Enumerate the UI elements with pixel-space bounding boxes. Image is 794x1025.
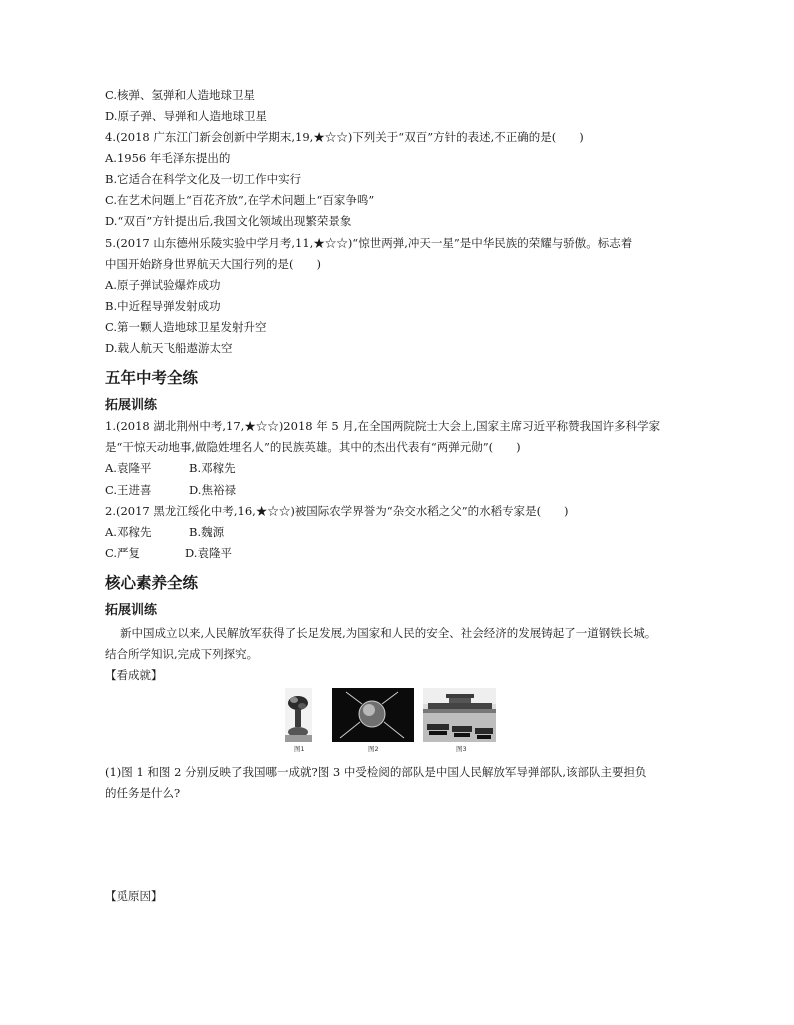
- tag-achievements: 【看成就】: [105, 668, 163, 682]
- question-1-text: (1)图 1 和图 2 分别反映了我国哪一成就?图 3 中受检阅的部队是中国人民解放军导弹部队,该部队主要担负: [105, 765, 647, 779]
- option-line: D.“双百”方针提出后,我国文化领域出现繁荣景象: [105, 214, 352, 228]
- section-subtitle: 拓展训练: [105, 603, 158, 618]
- option-line: C.第一颗人造地球卫星发射升空: [105, 320, 267, 334]
- question-4-stem: 4.(2018 广东江门新会创新中学期末,19,★☆☆)下列关于“双百”方针的表述,不正确的是( ): [105, 130, 584, 144]
- option-line: C.在艺术问题上“百花齐放”,在学术问题上“百家争鸣”: [105, 193, 375, 207]
- section-title-core-literacy: 核心素养全练: [105, 574, 199, 592]
- option-d: D.袁隆平: [185, 546, 232, 560]
- question-1-text-cont: 的任务是什么?: [105, 786, 181, 800]
- option-b: B.魏源: [189, 525, 225, 539]
- figure-1-mushroom-cloud: [285, 688, 312, 742]
- figure-3-parade: [423, 688, 496, 742]
- option-line: B.中近程导弹发射成功: [105, 299, 221, 313]
- section-title-five-year: 五年中考全练: [105, 369, 199, 387]
- question-1-stem: 1.(2018 湖北荆州中考,17,★☆☆)2018 年 5 月,在全国两院院士大会上,国家主席习近平称赞我国许多科学家: [105, 419, 661, 433]
- figure-2-caption: 图2: [368, 745, 379, 753]
- figure-2-satellite: [332, 688, 414, 742]
- intro-paragraph-cont: 结合所学知识,完成下列探究。: [105, 647, 259, 661]
- section-subtitle: 拓展训练: [105, 398, 158, 413]
- question-5-stem-cont: 中国开始跻身世界航天大国行列的是( ): [105, 257, 321, 271]
- option-a: A.袁隆平: [105, 461, 152, 475]
- question-2-stem: 2.(2017 黑龙江绥化中考,16,★☆☆)被国际农学界誉为“杂交水稻之父”的水稻专家是( ): [105, 504, 569, 518]
- tag-find-reasons: 【觅原因】: [105, 889, 163, 903]
- option-line: A.1956 年毛泽东提出的: [105, 151, 231, 165]
- option-line: A.原子弹试验爆炸成功: [105, 278, 221, 292]
- option-line: B.它适合在科学文化及一切工作中实行: [105, 172, 302, 186]
- option-d: D.焦裕禄: [189, 483, 236, 497]
- question-5-stem: 5.(2017 山东德州乐陵实验中学月考,11,★☆☆)“惊世两弹,冲天一星”是中华民族的荣耀与骄傲。标志着: [105, 236, 633, 250]
- question-1-stem-cont: 是“干惊天动地事,做隐姓埋名人”的民族英雄。其中的杰出代表有“两弹元勋”( ): [105, 440, 521, 454]
- option-line: D.原子弹、导弹和人造地球卫星: [105, 109, 267, 123]
- option-a: A.邓稼先: [105, 525, 152, 539]
- figure-1-caption: 图1: [294, 745, 305, 753]
- option-c: C.严复: [105, 546, 141, 560]
- option-line: C.核弹、氢弹和人造地球卫星: [105, 88, 256, 102]
- intro-paragraph: 新中国成立以来,人民解放军获得了长足发展,为国家和人民的安全、社会经济的发展铸起了一道钢铁长城。: [120, 626, 657, 640]
- option-line: D.载人航天飞船遨游太空: [105, 341, 233, 355]
- option-b: B.邓稼先: [189, 461, 236, 475]
- option-c: C.王进喜: [105, 483, 152, 497]
- figure-3-caption: 图3: [456, 745, 467, 753]
